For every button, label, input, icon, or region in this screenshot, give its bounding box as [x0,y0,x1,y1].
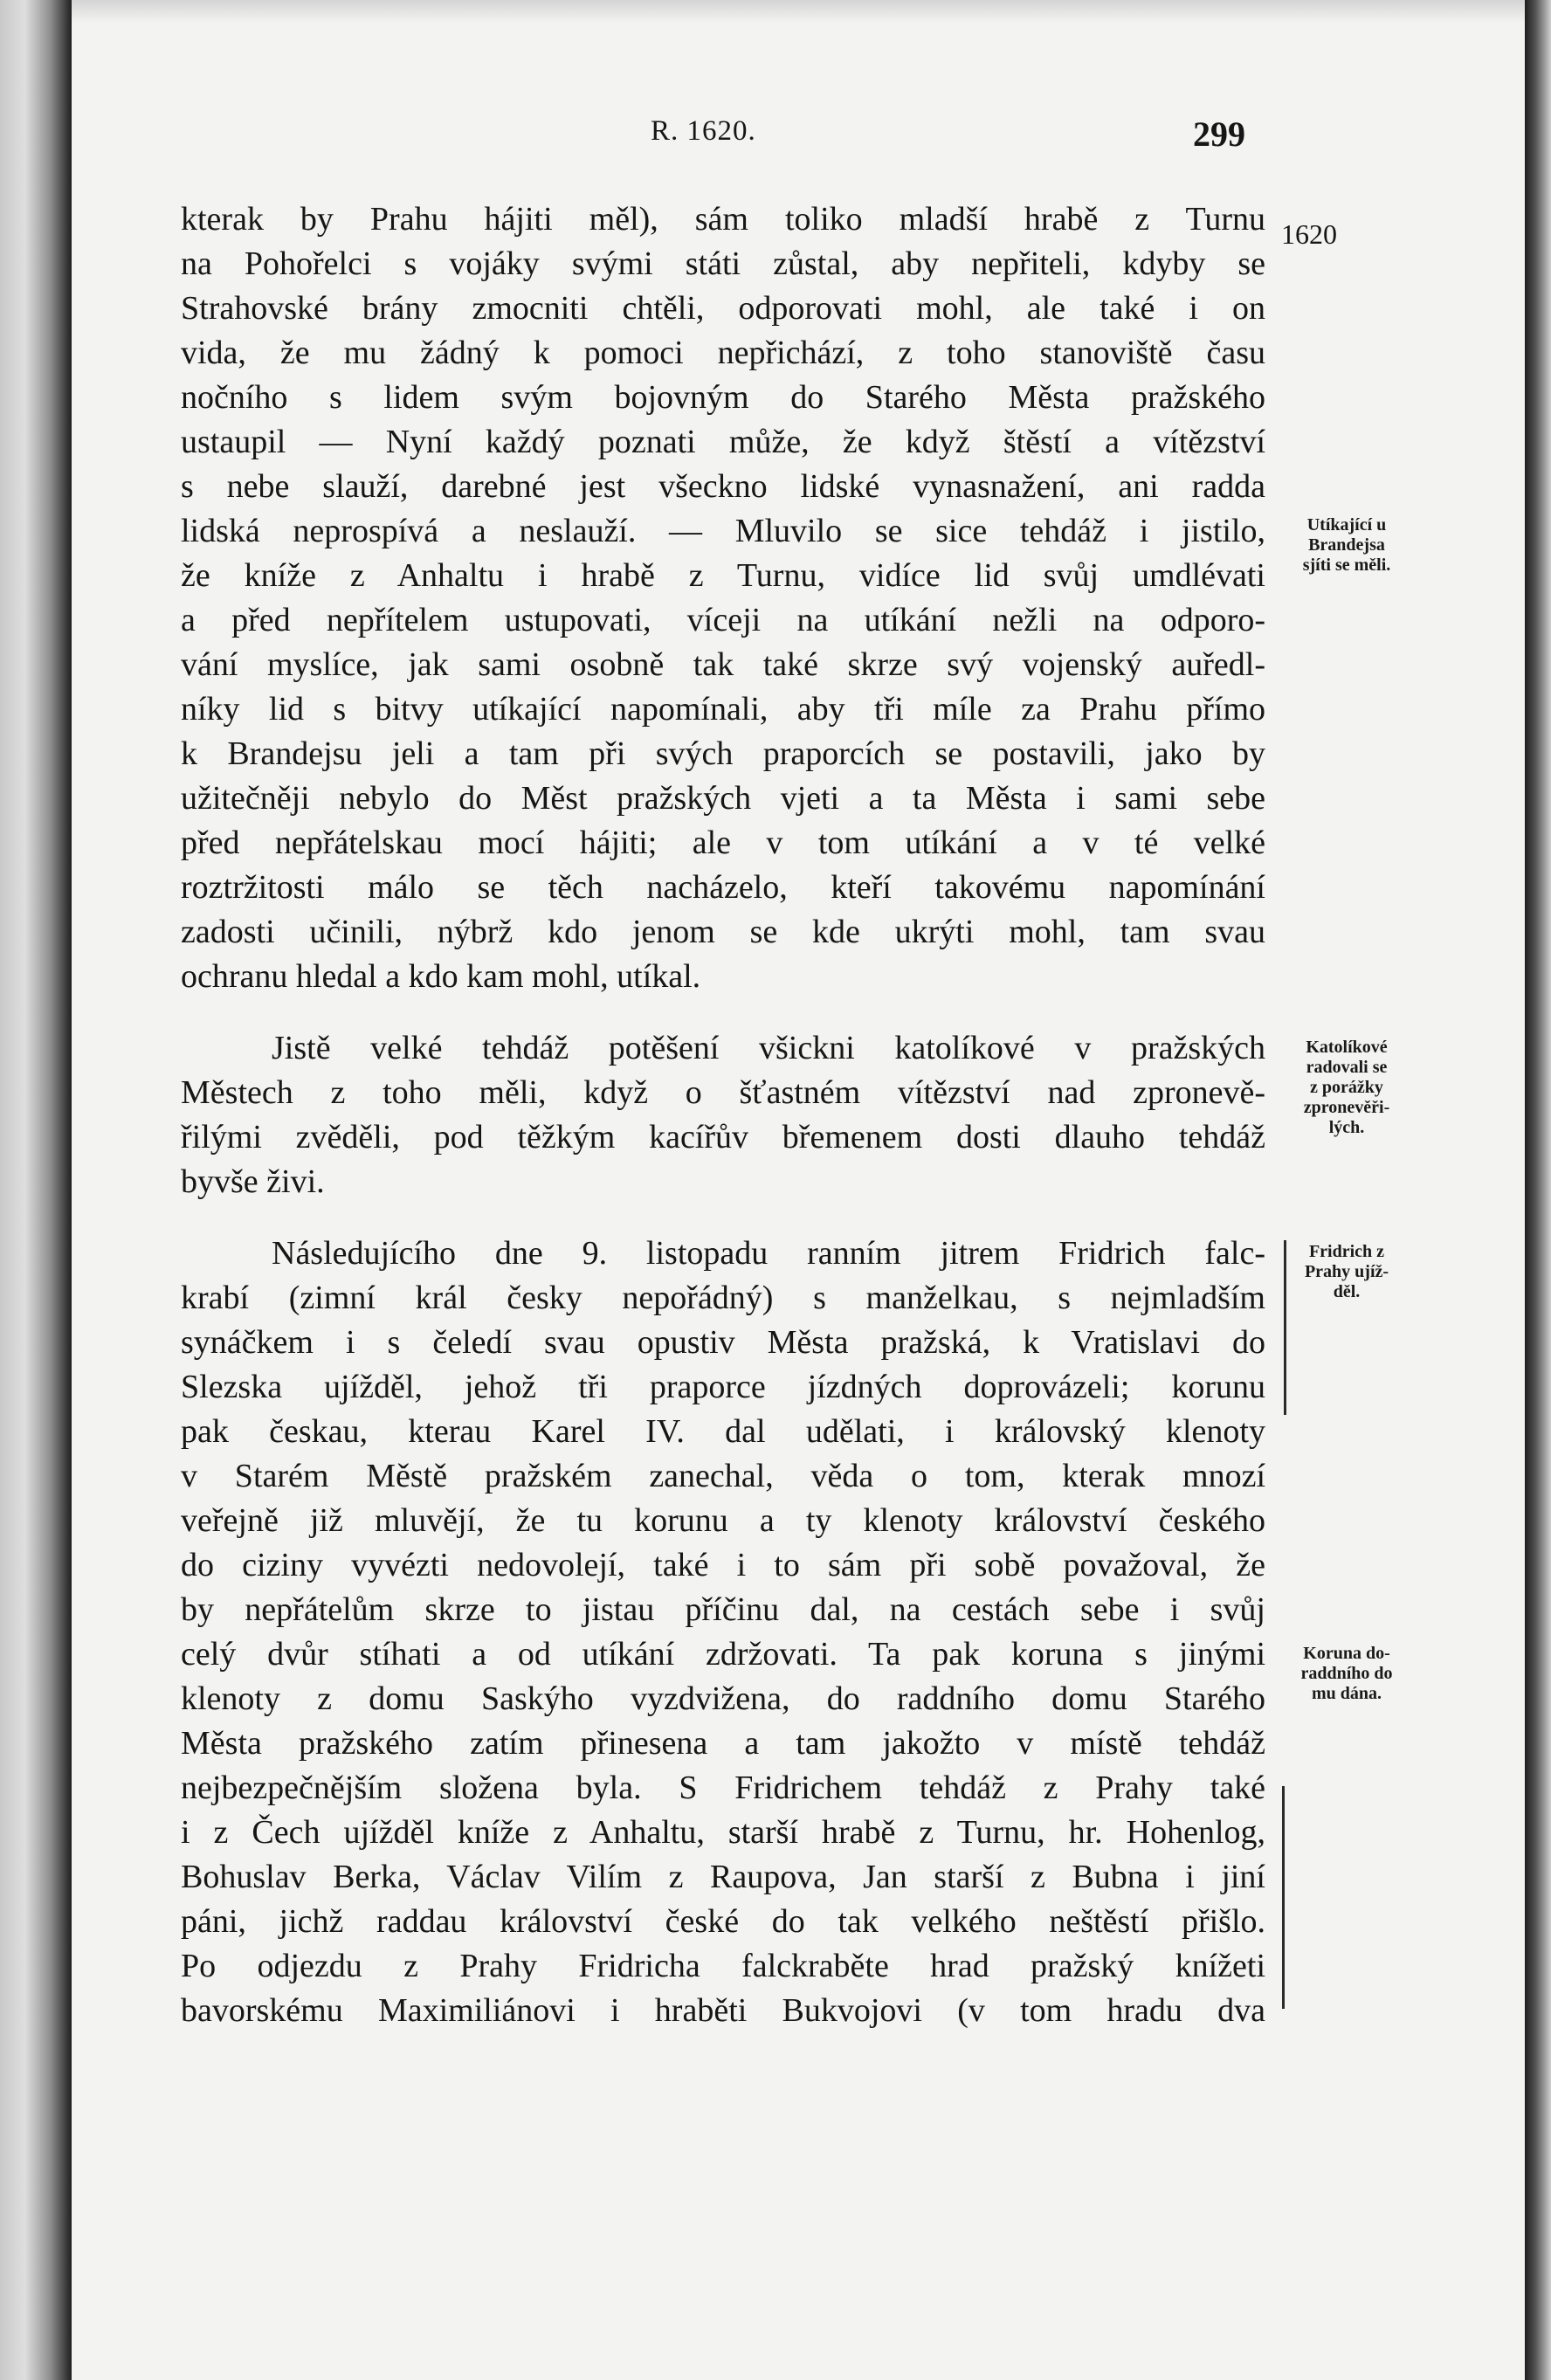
sidenote-line: Fridrich z [1308,1242,1385,1261]
sidenote-line: mu dána. [1311,1684,1382,1703]
text-line: bavorskému Maximiliánovi i hraběti Bukvojovi (v tom hradu dva [181,1992,1265,2029]
text-line: Po odjezdu z Prahy Fridricha falckraběte hrad pražský knížeti [181,1948,1265,1984]
page-number: 299 [1193,114,1245,154]
sidenote-line: Koruna do- [1303,1644,1390,1663]
paragraph-2 [181,1026,1265,1204]
text-line: lidská neprospívá a neslauží. — Mluvilo se sice tehdáž i jistilo, [181,513,1265,549]
sidenote-line: radovali se [1306,1058,1388,1077]
sidenote-line: lých. [1328,1118,1365,1137]
sidenote-line: z porážky [1310,1078,1383,1097]
text-line: vání myslíce, jak sami osobně tak také skrze svý vojenský auředl- [181,646,1265,683]
paragraph-3 [181,1231,1265,2033]
text-line: do ciziny vyvézti nedovolejí, také i to sám při sobě považoval, že [181,1547,1265,1583]
text-line: veřejně již mluvějí, že tu korunu a ty klenoty království českého [181,1502,1265,1539]
text-line: Města pražského zatím přinesena a tam jakožto v místě tehdáž [181,1725,1265,1762]
text-line: a před nepřítelem ustupovati, víceji na utíkání nežli na odporo- [181,602,1265,638]
text-line: s nebe slauží, darebné jest všeckno lidské vynasnažení, ani radda [181,468,1265,505]
right-page-edge [1525,0,1551,2380]
sidenote-line: Brandejsa [1308,535,1385,555]
paragraph-gap [181,1204,1265,1231]
sidenote-line: děl. [1333,1282,1361,1301]
text-line: nejbezpečnějším složena byla. S Fridrichem tehdáž z Prahy také [181,1769,1265,1806]
paragraph-gap [181,999,1265,1026]
text-line: by nepřátelům skrze to jistau příčinu dal, na cestách sebe i svůj [181,1591,1265,1628]
text-line: Bohuslav Berka, Václav Vilím z Raupova, Jan starší z Bubna i jiní [181,1859,1265,1895]
margin-year: 1620 [1281,218,1337,250]
sidenote-line: Utíkající u [1306,515,1387,535]
text-line: Strahovské brány zmocniti chtěli, odporovati mohl, ale také i on [181,290,1265,327]
paragraph-1 [181,197,1265,999]
sidenote-fridrich [1277,1242,1417,1302]
text-line: ochranu hledal a kdo kam mohl, utíkal. [181,958,701,995]
sidenote-line: Prahy ujíž- [1304,1262,1389,1281]
text-line: před nepřátelskau mocí hájiti; ale v tom utíkání a v té velké [181,824,1265,861]
text-line: klenoty z domu Saskýho vyzdvižena, do raddního domu Starého [181,1680,1265,1717]
text-line: vida, že mu žádný k pomoci nepřichází, z toho stanoviště času [181,335,1265,371]
text-line: k Brandejsu jeli a tam při svých praporcích se postavili, jako by [181,735,1265,772]
text-line: Jistě velké tehdáž potěšení všickni katolíkové v pražských [272,1030,1265,1066]
sidenote-line: zpronevěři- [1303,1098,1390,1117]
sidenote-koruna [1277,1644,1417,1704]
text-line: Následujícího dne 9. listopadu ranním jitrem Fridrich falc- [272,1235,1265,1272]
left-page-edge [0,0,72,2380]
margin-bracket [1284,1240,1286,1415]
text-line: synáčkem i s čeledí svau opustiv Města pražská, k Vratislavi do [181,1324,1265,1361]
text-line: nočního s lidem svým bojovným do Starého Města pražského [181,379,1265,416]
sidenote-utikajici [1277,515,1417,576]
sidenote-line: raddního do [1300,1664,1393,1683]
text-line: užitečněji nebylo do Měst pražských vjeti a ta Města i sami sebe [181,780,1265,817]
text-line: zadosti učinili, nýbrž kdo jenom se kde ukrýti mohl, tam svau [181,914,1265,950]
text-line: krabí (zimní král česky nepořádný) s manželkau, s nejmladším [181,1280,1265,1316]
text-line: ustaupil — Nyní každý poznati může, že když štěstí a vítězství [181,424,1265,460]
sidenote-katolikove [1277,1038,1417,1138]
text-line: na Pohořelci s vojáky svými státi zůstal, aby nepřiteli, kdyby se [181,245,1265,282]
text-line: že kníže z Anhaltu i hrabě z Turnu, vidíce lid svůj umdlévati [181,557,1265,594]
text-line: kterak by Prahu hájiti měl), sám toliko mladší hrabě z Turnu [181,201,1265,238]
body-text [181,197,1265,2033]
text-line: Městech z toho měli, když o šťastném vítězství nad zpronevě- [181,1074,1265,1111]
text-line: v Starém Městě pražském zanechal, věda o tom, kterak mnozí [181,1458,1265,1494]
running-title: R. 1620. [651,115,756,147]
text-line: byvše živi. [181,1163,325,1200]
text-line: níky lid s bitvy utíkající napomínali, aby tři míle za Prahu přímo [181,691,1265,728]
text-line: roztržitosti málo se těch nacházelo, kteří takovému napomínání [181,869,1265,906]
text-line: pak českau, kterau Karel IV. dal udělati, i královský klenoty [181,1413,1265,1450]
sidenote-line: sjíti se měli. [1302,555,1391,575]
text-line: páni, jichž raddau království české do tak velkého neštěstí přišlo. [181,1903,1265,1940]
sidenote-line: Katolíkové [1306,1038,1388,1057]
text-line: celý dvůr stíhati a od utíkání zdržovati. Ta pak koruna s jinými [181,1636,1265,1673]
margin-bracket [1282,1786,1285,2009]
text-line: Slezska ujížděl, jehož tři praporce jízdných doprovázeli; korunu [181,1369,1265,1405]
text-line: řilými zvěděli, pod těžkým kacířův břemenem dosti dlauho tehdáž [181,1119,1265,1156]
top-shadow [72,0,1525,23]
text-line: i z Čech ujížděl kníže z Anhaltu, starší hrabě z Turnu, hr. Hohenlog, [181,1814,1265,1851]
